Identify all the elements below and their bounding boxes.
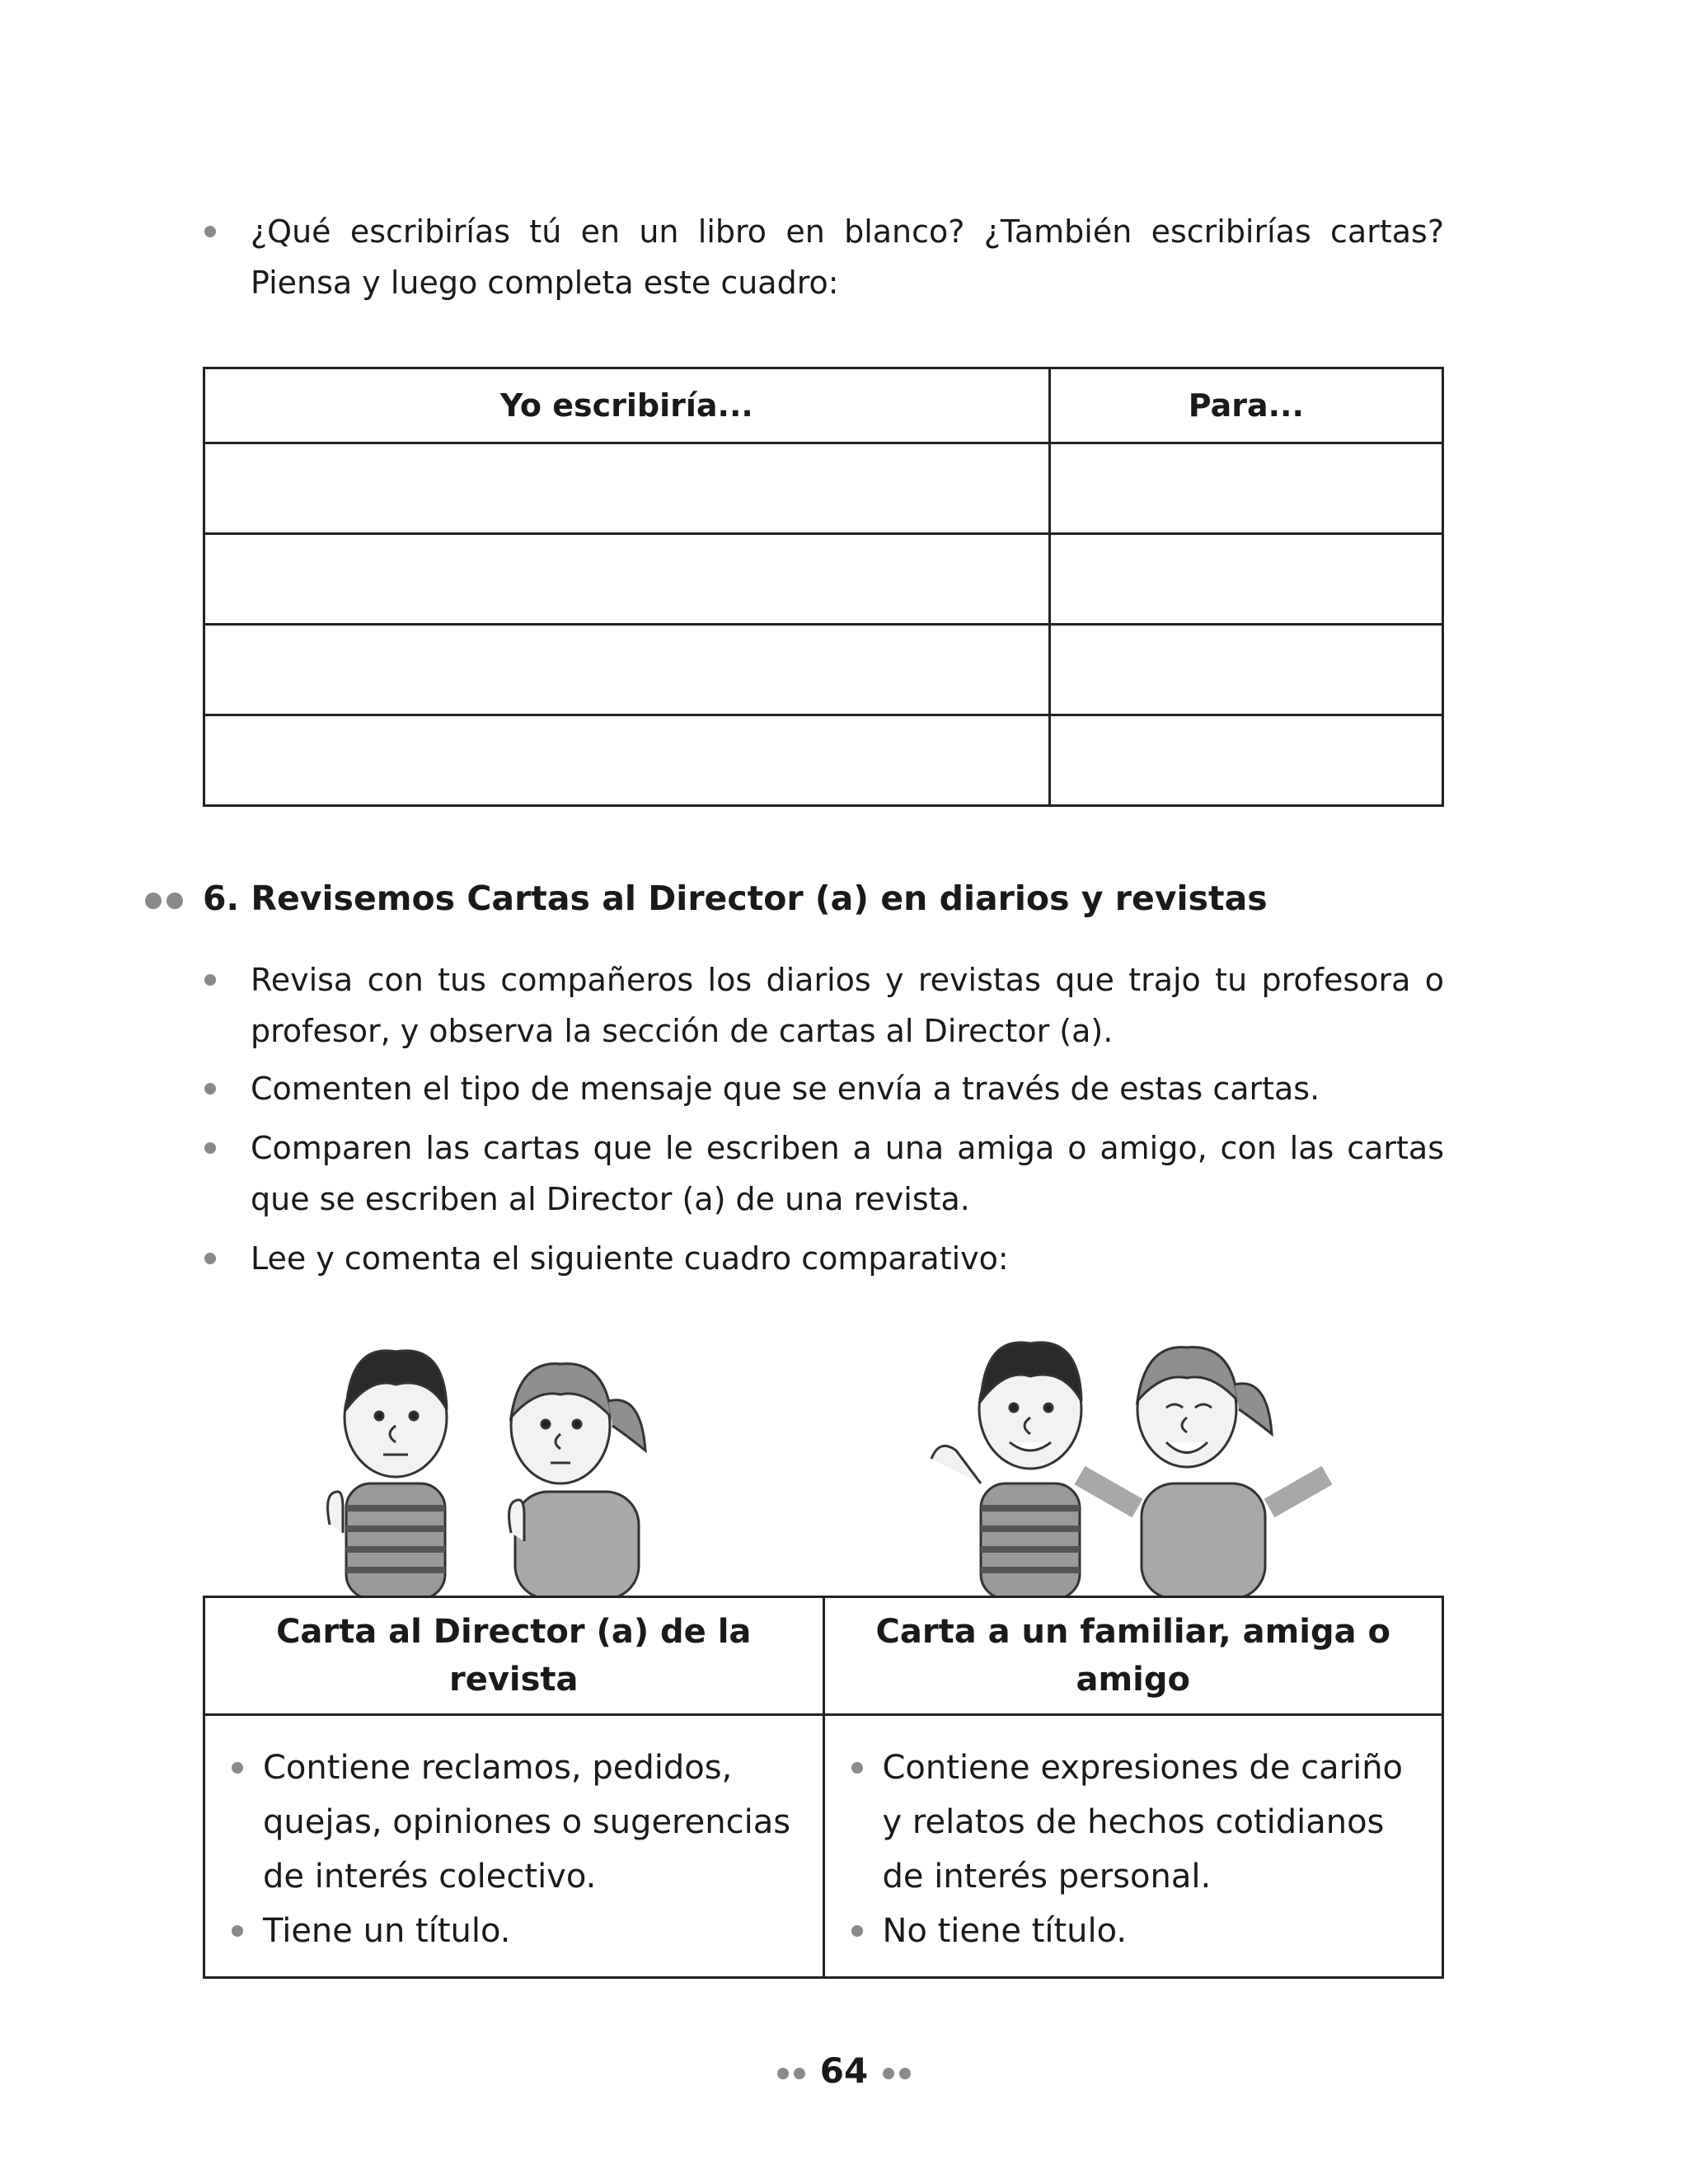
table-row xyxy=(204,534,1443,625)
footer-dots-icon xyxy=(878,2068,911,2079)
bullet-icon xyxy=(204,974,216,986)
director-features-cell xyxy=(204,1715,824,1978)
intro-text: ¿Qué escribirías tú en un libro en blanco? ¿También escribirías cartas? Piensa y luego completa este cuadro: xyxy=(251,213,1444,301)
bullet-icon xyxy=(204,1083,216,1094)
children-cheering-illustration xyxy=(915,1319,1343,1597)
bullet-icon xyxy=(204,1253,216,1264)
table-header-row xyxy=(204,1597,1443,1715)
header-yo-escribiria: Yo escribiría... xyxy=(204,368,1050,443)
list-item-text: Tiene un título. xyxy=(263,1912,511,1950)
table-cell[interactable] xyxy=(204,534,1050,625)
table-cell[interactable] xyxy=(204,715,1050,806)
header-carta-familiar xyxy=(823,1597,1443,1715)
section-heading-text: 6. Revisemos Cartas al Director (a) en diarios y revistas xyxy=(203,879,1268,918)
header-para: Para... xyxy=(1049,368,1442,443)
list-item xyxy=(842,1741,1426,1904)
heading-dots-icon xyxy=(145,893,203,909)
list-item xyxy=(222,1741,806,1904)
bullet-icon xyxy=(232,1925,243,1937)
section-bullet-2 xyxy=(204,1063,1444,1114)
section-bullet-4 xyxy=(204,1233,1444,1284)
table-row xyxy=(204,625,1443,715)
table-cell[interactable] xyxy=(1049,625,1442,715)
page-footer xyxy=(0,2050,1688,2091)
footer-dots-icon xyxy=(777,2068,810,2079)
table-cell[interactable] xyxy=(1049,534,1442,625)
writing-table xyxy=(203,367,1444,807)
table-header-row xyxy=(204,368,1443,443)
section-bullet-1 xyxy=(204,954,1444,1057)
table-row xyxy=(204,715,1443,806)
comparison-table xyxy=(203,1596,1444,1979)
list-item-text: Contiene reclamos, pedidos, quejas, opiniones o sugerencias de interés colectivo. xyxy=(263,1749,791,1896)
bullet-text: Comenten el tipo de mensaje que se envía a través de estas cartas. xyxy=(251,1071,1320,1107)
list-item xyxy=(222,1904,806,1958)
bullet-icon xyxy=(204,1142,216,1154)
bullet-icon xyxy=(851,1762,863,1774)
list-item-text: Contiene expresiones de cariño y relatos de hechos cotidianos de interés personal. xyxy=(882,1749,1404,1896)
bullet-icon xyxy=(232,1762,243,1774)
list-item xyxy=(842,1904,1426,1958)
children-thinking-illustration xyxy=(313,1319,692,1597)
table-cell[interactable] xyxy=(1049,715,1442,806)
page-number: 64 xyxy=(819,2050,869,2091)
familiar-features-cell xyxy=(823,1715,1443,1978)
table-row xyxy=(204,1715,1443,1978)
section-heading xyxy=(145,874,1268,923)
bullet-text: Lee y comenta el siguiente cuadro comparativo: xyxy=(251,1240,1009,1277)
bullet-text: Revisa con tus compañeros los diarios y revistas que trajo tu profesora o profesor, y observa la sección de cartas al Director (a). xyxy=(251,962,1444,1049)
table-cell[interactable] xyxy=(204,625,1050,715)
section-bullet-3 xyxy=(204,1122,1444,1225)
bullet-text: Comparen las cartas que le escriben a una amiga o amigo, con las cartas que se escriben al Director (a) de una revista. xyxy=(251,1130,1444,1217)
table-row xyxy=(204,443,1443,534)
header-carta-familiar-text: Carta a un familiar, amiga o amigo xyxy=(875,1613,1390,1699)
intro-paragraph xyxy=(204,206,1444,308)
bullet-icon xyxy=(204,226,216,237)
bullet-icon xyxy=(851,1925,863,1937)
table-cell[interactable] xyxy=(1049,443,1442,534)
table-cell[interactable] xyxy=(204,443,1050,534)
header-carta-director: Carta al Director (a) de la revista xyxy=(204,1597,824,1715)
list-item-text: No tiene título. xyxy=(882,1912,1128,1950)
